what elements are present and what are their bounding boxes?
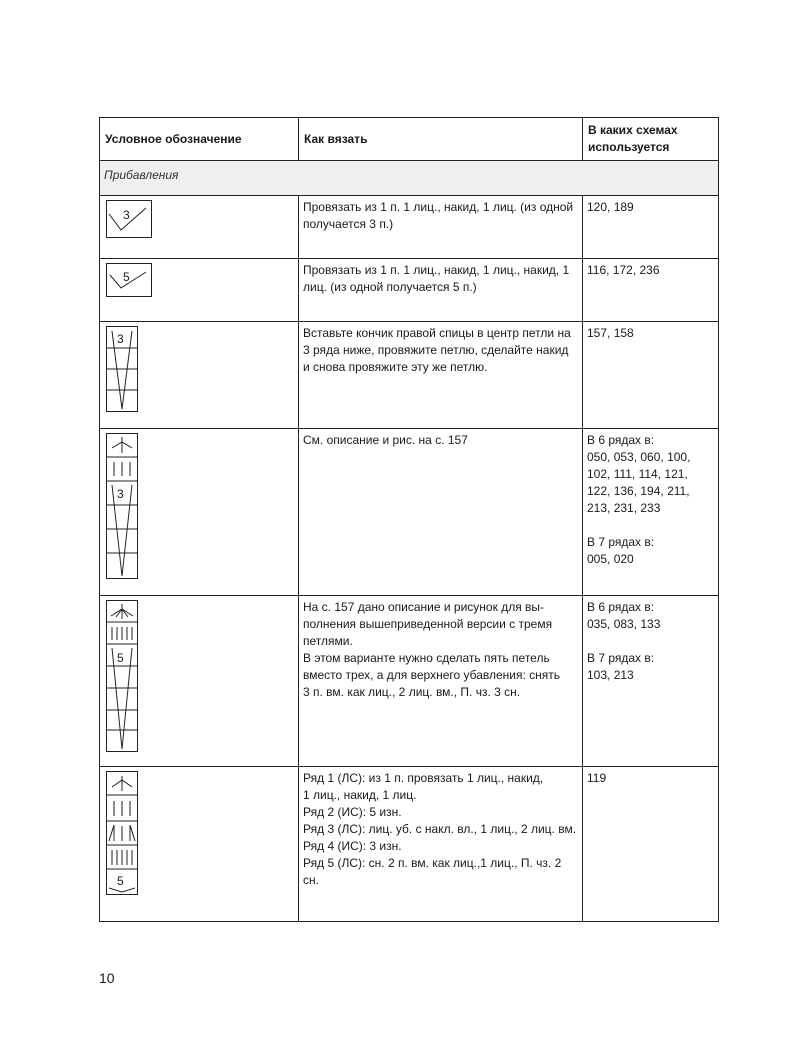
how-cell xyxy=(299,429,583,596)
where-text: В 7 рядах в: 005, 020 xyxy=(587,535,655,566)
symbol-cell xyxy=(100,429,299,596)
where-cell xyxy=(583,322,719,429)
page-number: 10 xyxy=(99,970,115,986)
bobble-5-icon xyxy=(106,600,138,752)
bobble-3-icon xyxy=(106,433,138,579)
table-row xyxy=(100,322,719,429)
how-cell xyxy=(299,322,583,429)
where-text: В 6 рядах в: 035, 083, 133 xyxy=(587,600,661,631)
where-cell xyxy=(583,429,719,596)
symbol-label: 3 xyxy=(117,332,124,346)
how-text: См. описание и рис. на с. 157 xyxy=(303,433,468,447)
where-cell xyxy=(583,767,719,922)
header-how: Как вязать xyxy=(299,118,583,161)
where-text: 116, 172, 236 xyxy=(587,263,660,277)
symbol-legend-table xyxy=(99,117,719,922)
symbol-label: 5 xyxy=(117,874,124,888)
symbol-cell xyxy=(100,259,299,322)
table-header-row xyxy=(100,118,719,161)
elongated-3-from-1-icon xyxy=(106,326,138,412)
bobble-5-rows-icon xyxy=(106,771,138,895)
table-row xyxy=(100,196,719,259)
symbol-label: 3 xyxy=(123,208,130,222)
where-text: 120, 189 xyxy=(587,200,634,214)
increase-3-from-1-icon xyxy=(106,200,152,238)
increase-5-from-1-icon xyxy=(106,263,152,297)
how-cell xyxy=(299,196,583,259)
how-text: На с. 157 дано описание и рисунок для вы- полнения вышеприведенной версии с тремя петлями. xyxy=(303,600,553,648)
section-row xyxy=(100,161,719,196)
symbol-label: 5 xyxy=(123,270,130,284)
where-text: В 7 рядах в: 103, 213 xyxy=(587,651,655,682)
how-text: Ряд 2 (ИС): 5 изн. xyxy=(303,805,402,819)
table-row xyxy=(100,259,719,322)
how-text: В этом варианте нужно сделать пять петель вместо трех, а для верхнего убавления: снять 3 п. вм. как лиц., 2 лиц. вм., П. чз. 3 сн. xyxy=(303,651,561,699)
section-title: Прибавления xyxy=(100,161,719,196)
how-cell xyxy=(299,596,583,767)
symbol-cell xyxy=(100,767,299,922)
where-text: В 6 рядах в: 050, 053, 060, 100, 102, 111, 114, 121, 122, 136, 194, 211, 213, 231, 233 xyxy=(587,433,691,515)
where-text: 119 xyxy=(587,771,607,785)
how-text: Провязать из 1 п. 1 лиц., накид, 1 лиц., накид, 1 лиц. (из одной получается 5 п.) xyxy=(303,263,570,294)
table-row xyxy=(100,767,719,922)
where-text: 157, 158 xyxy=(587,326,634,340)
how-text: Вставьте кончик правой спицы в центр петли на 3 ряда ниже, провяжите петлю, сделайте накид и снова провяжите эту же петлю. xyxy=(303,326,571,374)
symbol-cell xyxy=(100,596,299,767)
how-text: Ряд 3 (ЛС): лиц. уб. с накл. вл., 1 лиц., 2 лиц. вм. xyxy=(303,822,577,836)
table-row xyxy=(100,596,719,767)
symbol-cell xyxy=(100,322,299,429)
table-row xyxy=(100,429,719,596)
how-text: Ряд 5 (ЛС): сн. 2 п. вм. как лиц.,1 лиц., П. чз. 2 сн. xyxy=(303,856,562,887)
how-text: Провязать из 1 п. 1 лиц., накид, 1 лиц. (из одной получается 3 п.) xyxy=(303,200,574,231)
header-symbol: Условное обозначение xyxy=(100,118,299,161)
symbol-label: 3 xyxy=(117,487,124,501)
where-cell xyxy=(583,596,719,767)
how-text: Ряд 4 (ИС): 3 изн. xyxy=(303,839,402,853)
how-text: Ряд 1 (ЛС): из 1 п. провязать 1 лиц., накид, 1 лиц., накид, 1 лиц. xyxy=(303,771,544,802)
how-cell xyxy=(299,767,583,922)
how-cell xyxy=(299,259,583,322)
symbol-cell xyxy=(100,196,299,259)
where-cell xyxy=(583,196,719,259)
symbol-label: 5 xyxy=(117,651,124,665)
where-cell xyxy=(583,259,719,322)
header-where: В каких схемах используется xyxy=(583,118,719,161)
